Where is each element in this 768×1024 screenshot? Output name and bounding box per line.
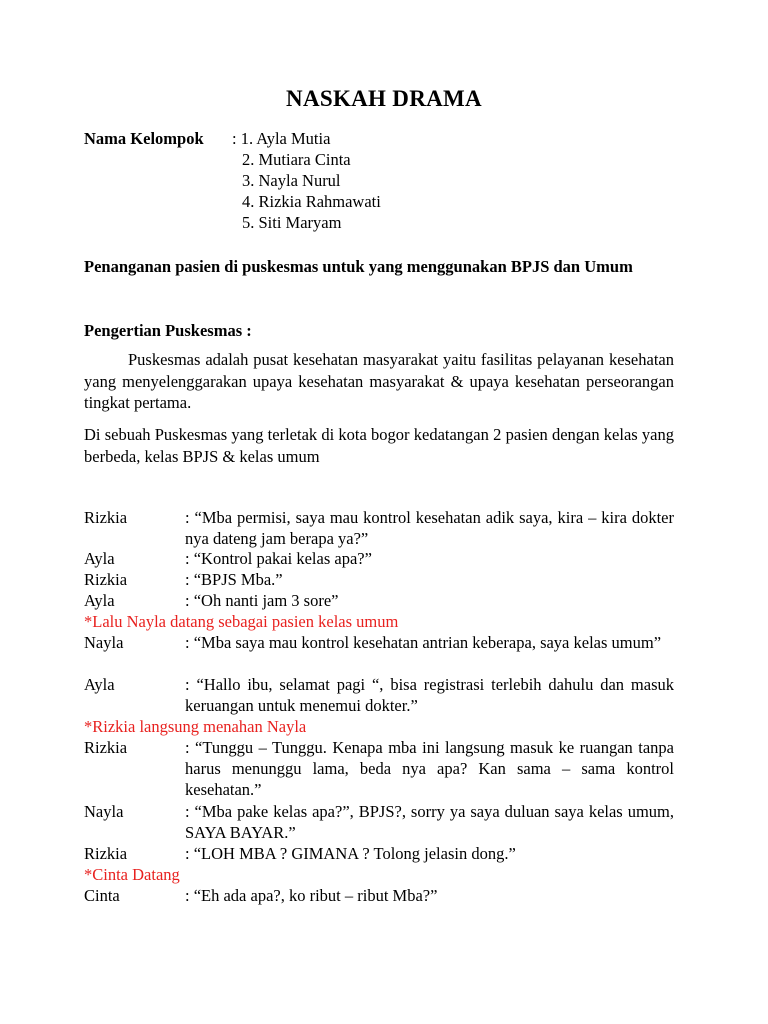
definition-heading: Pengertian Puskesmas : [84, 321, 252, 340]
group-member-2: 2. Mutiara Cinta [242, 150, 351, 169]
dialogue-line: : “Kontrol pakai kelas apa?” [185, 549, 372, 568]
dialogue-line: : “Eh ada apa?, ko ribut – ribut Mba?” [185, 886, 438, 905]
definition-paragraph: Puskesmas adalah pusat kesehatan masyarakat yaitu fasilitas pelayanan kesehatan yang menyelenggarakan upaya kesehatan masyarakat & upaya kesehatan perseorangan tingkat pertama. [84, 350, 674, 412]
stage-direction: *Lalu Nayla datang sebagai pasien kelas umum [84, 612, 399, 631]
dialogue-speaker: Rizkia [84, 508, 128, 527]
group-member-5: 5. Siti Maryam [242, 213, 342, 232]
setting-paragraph: Di sebuah Puskesmas yang terletak di kota bogor kedatangan 2 pasien dengan kelas yang berbeda, kelas BPJS & kelas umum [84, 425, 674, 466]
dialogue-speaker: Rizkia [84, 570, 128, 589]
group-member-1: : 1. Ayla Mutia [232, 129, 331, 148]
dialogue-speaker: Nayla [84, 802, 124, 821]
dialogue-speaker: Ayla [84, 549, 115, 568]
dialogue-speaker: Ayla [84, 591, 115, 610]
dialogue-line: : “Mba saya mau kontrol kesehatan antrian keberapa, saya kelas umum” [185, 633, 662, 652]
dialogue-line: : “Mba permisi, saya mau kontrol kesehatan adik saya, kira – kira dokter nya dateng jam berapa ya?” [185, 508, 674, 549]
topic-heading: Penanganan pasien di puskesmas untuk yang menggunakan BPJS dan Umum [84, 257, 633, 276]
dialogue-line: : “Mba pake kelas apa?”, BPJS?, sorry ya saya duluan saya kelas umum, SAYA BAYAR.” [185, 802, 674, 843]
dialogue-speaker: Rizkia [84, 738, 128, 757]
group-member-4: 4. Rizkia Rahmawati [242, 192, 381, 211]
dialogue-line: : “Tunggu – Tunggu. Kenapa mba ini langsung masuk ke ruangan tanpa harus menunggu lama, beda nya apa? Kan sama – sama kontrol kesehatan.” [185, 738, 674, 800]
dialogue-line: : “Hallo ibu, selamat pagi “, bisa registrasi terlebih dahulu dan masuk keruangan untuk menemui dokter.” [185, 675, 674, 716]
group-member-3: 3. Nayla Nurul [242, 171, 341, 190]
stage-direction: *Rizkia langsung menahan Nayla [84, 717, 307, 736]
group-label: Nama Kelompok [84, 129, 204, 148]
dialogue-speaker: Rizkia [84, 844, 128, 863]
dialogue-speaker: Nayla [84, 633, 124, 652]
dialogue-speaker: Ayla [84, 675, 115, 694]
dialogue-speaker: Cinta [84, 886, 120, 905]
document-title: NASKAH DRAMA [286, 86, 482, 111]
dialogue-line: : “LOH MBA ? GIMANA ? Tolong jelasin dong.” [185, 844, 516, 863]
dialogue-line: : “Oh nanti jam 3 sore” [185, 591, 339, 610]
dialogue-line: : “BPJS Mba.” [185, 570, 283, 589]
stage-direction: *Cinta Datang [84, 865, 180, 884]
